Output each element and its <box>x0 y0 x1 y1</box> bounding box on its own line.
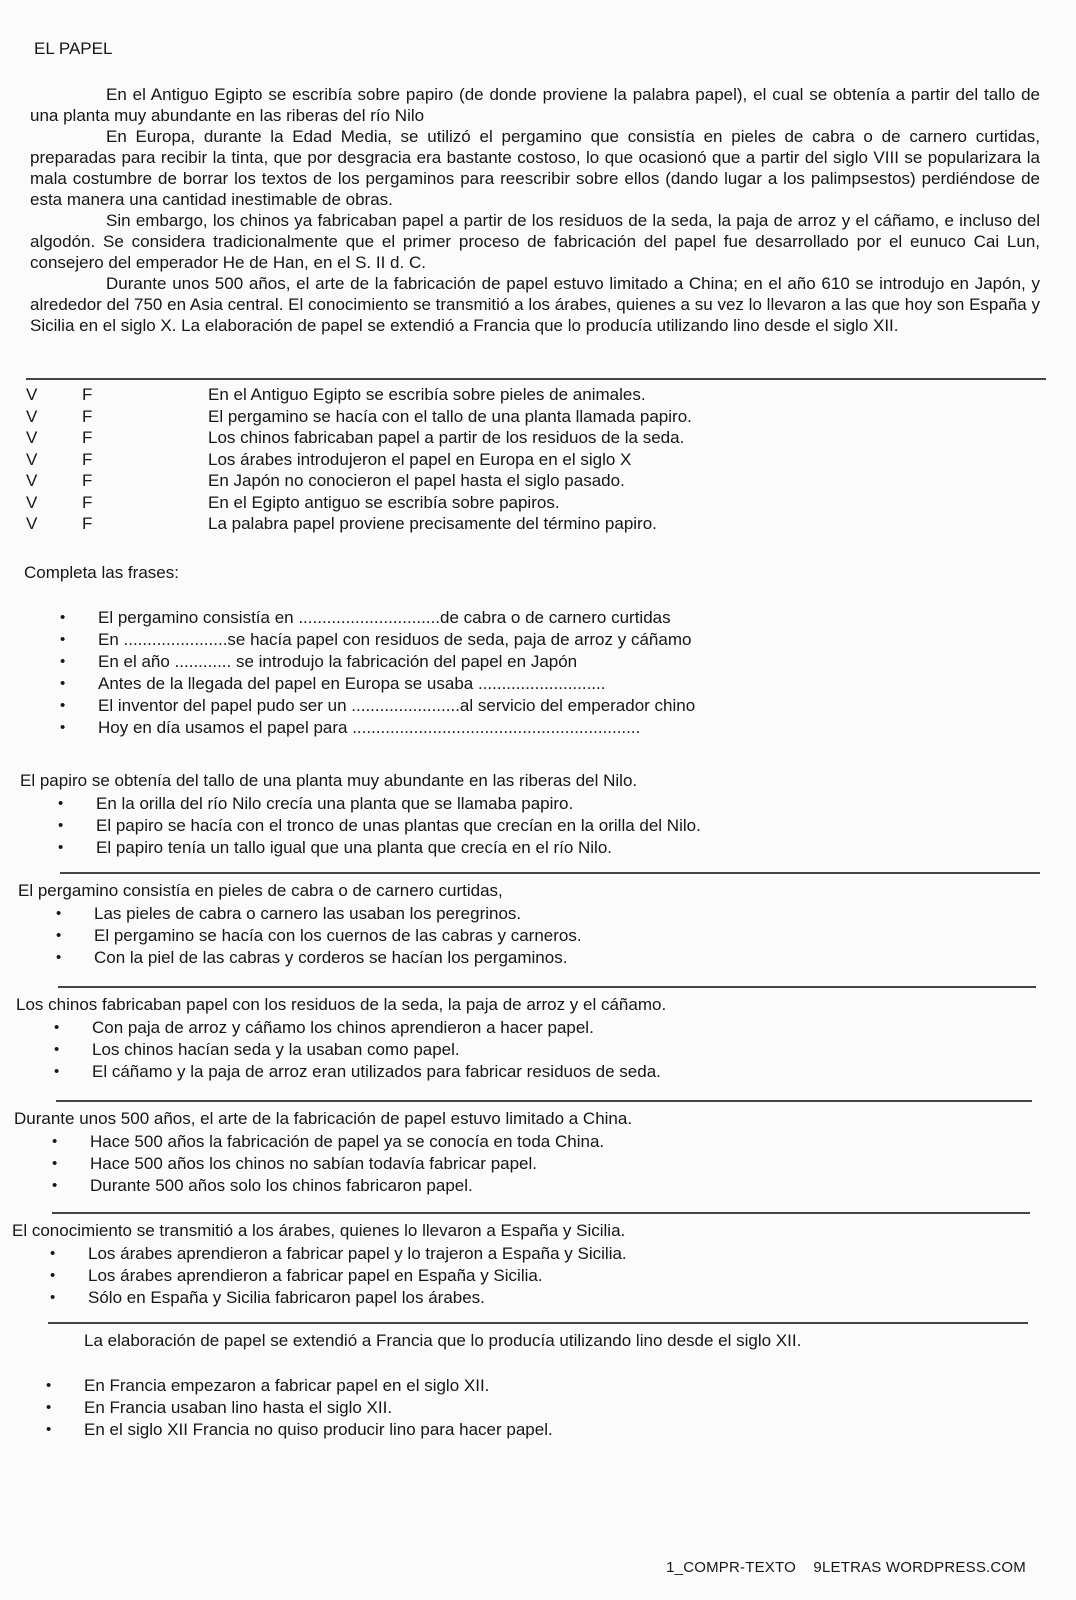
true-option[interactable]: V <box>26 406 38 426</box>
option-text: Los chinos hacían seda y la usaban como papel. <box>92 1039 460 1059</box>
reading-paragraph: En Europa, durante la Edad Media, se utilizó el pergamino que consistía en pieles de cabra o de carnero curtidas, preparadas para recibir la tinta, que por desgracia era bastante costoso, lo que ocasionó que a partir del siglo VIII se popularizara la mala costumbre de borrar los textos de los pergaminos para reescribir sobre ellos (dando lugar a los palimpsestos) perdiéndose de esta manera una cantidad inestimable de obras. <box>30 127 1040 209</box>
true-false-statement: En el Egipto antiguo se escribía sobre papiros. <box>208 492 560 512</box>
bullet-icon: • <box>58 838 64 856</box>
option-item[interactable] <box>58 836 1030 858</box>
option-text: Hace 500 años la fabricación de papel ya se conocía en toda China. <box>90 1131 605 1151</box>
bullet-icon: • <box>56 926 62 944</box>
option-list <box>46 1374 946 1440</box>
bullet-icon: • <box>58 816 64 834</box>
option-item[interactable] <box>56 924 1028 946</box>
option-item[interactable] <box>54 1038 1026 1060</box>
question-stem: La elaboración de papel se extendió a Francia que lo producía utilizando lino desde el siglo XII. <box>84 1331 802 1350</box>
bullet-icon: • <box>46 1420 52 1438</box>
option-text: Las pieles de cabra o carnero las usaban los peregrinos. <box>94 903 522 923</box>
true-false-statement: La palabra papel proviene precisamente del término papiro. <box>208 514 657 534</box>
option-item[interactable] <box>52 1152 1024 1174</box>
fill-in-text: Antes de la llegada del papel en Europa se usaba ........................... <box>98 673 606 693</box>
fill-in-text: El pergamino consistía en ..............................de cabra o de carnero curtidas <box>98 607 671 627</box>
bullet-icon: • <box>50 1266 56 1284</box>
false-option[interactable]: F <box>82 471 93 491</box>
question-stem: Los chinos fabricaban papel con los residuos de la seda, la paja de arroz y el cáñamo. <box>16 995 667 1014</box>
fill-in-item[interactable] <box>60 606 820 628</box>
true-option[interactable]: V <box>26 492 38 512</box>
option-text: En la orilla del río Nilo crecía una planta que se llamaba papiro. <box>96 793 574 813</box>
option-list <box>52 1130 1024 1196</box>
option-item[interactable] <box>50 1286 1022 1308</box>
true-option[interactable]: V <box>26 514 38 534</box>
option-text: Durante 500 años solo los chinos fabricaron papel. <box>90 1175 473 1195</box>
option-item[interactable] <box>50 1242 1022 1264</box>
bullet-icon: • <box>46 1398 52 1416</box>
fill-in-item[interactable] <box>60 628 820 650</box>
choice-question <box>14 1108 1024 1196</box>
option-text: El papiro se hacía con el tronco de unas plantas que crecían en la orilla del Nilo. <box>96 815 701 835</box>
choice-question <box>20 770 1030 858</box>
option-item[interactable] <box>58 792 1030 814</box>
false-option[interactable]: F <box>82 385 93 405</box>
reading-paragraph: En el Antiguo Egipto se escribía sobre papiro (de donde proviene la palabra papel), el cual se obtenía a partir del tallo de una planta muy abundante en las riberas del río Nilo <box>30 85 1040 125</box>
true-false-row <box>26 406 926 428</box>
option-text: En Francia empezaron a fabricar papel en el siglo XII. <box>84 1375 490 1395</box>
bullet-icon: • <box>56 904 62 922</box>
reading-paragraph: Sin embargo, los chinos ya fabricaban papel a partir de los residuos de la seda, la paja de arroz y el cáñamo, e incluso del algodón. Se considera tradicionalmente que el primer proceso de fabricación del papel fue desarrollado por el eunuco Cai Lun, consejero del emperador He de Han, en el S. II d. C. <box>30 211 1040 272</box>
option-list <box>58 792 1030 858</box>
choice-question <box>84 1330 1014 1352</box>
divider <box>26 378 1046 380</box>
true-option[interactable]: V <box>26 449 38 469</box>
fill-in-item[interactable] <box>60 650 820 672</box>
option-item[interactable] <box>56 946 1028 968</box>
bullet-icon: • <box>60 674 66 692</box>
reading-passage <box>30 84 1040 336</box>
reading-paragraph: Durante unos 500 años, el arte de la fabricación de papel estuvo limitado a China; en el año 610 se introdujo en Japón, y alrededor del 750 en Asia central. El conocimiento se transmitió a los árabes, quienes a su vez lo llevaron a las que hoy son España y Sicilia en el siglo X. La elaboración de papel se extendió a Francia que lo producía utilizando lino desde el siglo XII. <box>30 274 1040 335</box>
option-text: Los árabes aprendieron a fabricar papel en España y Sicilia. <box>88 1265 543 1285</box>
option-item[interactable] <box>54 1016 1026 1038</box>
true-false-statement: Los árabes introdujeron el papel en Europa en el siglo X <box>208 449 632 469</box>
bullet-icon: • <box>60 696 66 714</box>
option-text: Los árabes aprendieron a fabricar papel y lo trajeron a España y Sicilia. <box>88 1243 627 1263</box>
question-stem: El papiro se obtenía del tallo de una planta muy abundante en las riberas del Nilo. <box>20 771 638 790</box>
fill-in-item[interactable] <box>60 672 820 694</box>
option-item[interactable] <box>50 1264 1022 1286</box>
option-text: Hace 500 años los chinos no sabían todavía fabricar papel. <box>90 1153 538 1173</box>
false-option[interactable]: F <box>82 406 93 426</box>
bullet-icon: • <box>54 1062 60 1080</box>
fill-in-text: En el año ............ se introdujo la fabricación del papel en Japón <box>98 651 578 671</box>
choice-question <box>16 994 1026 1082</box>
true-false-row <box>26 427 926 449</box>
bullet-icon: • <box>54 1040 60 1058</box>
question-stem: El conocimiento se transmitió a los árabes, quienes lo llevaron a España y Sicilia. <box>12 1221 626 1240</box>
option-item[interactable] <box>46 1396 946 1418</box>
question-stem: Durante unos 500 años, el arte de la fabricación de papel estuvo limitado a China. <box>14 1109 633 1128</box>
false-option[interactable]: F <box>82 428 93 448</box>
choice-question <box>18 880 1028 968</box>
bullet-icon: • <box>52 1132 58 1150</box>
bullet-icon: • <box>60 630 66 648</box>
divider <box>52 1212 1030 1214</box>
true-false-row <box>26 492 926 514</box>
bullet-icon: • <box>60 608 66 626</box>
question-stem: El pergamino consistía en pieles de cabra o de carnero curtidas, <box>18 881 503 900</box>
bullet-icon: • <box>58 794 64 812</box>
option-item[interactable] <box>52 1130 1024 1152</box>
complete-heading: Completa las frases: <box>24 563 179 582</box>
bullet-icon: • <box>54 1018 60 1036</box>
option-text: En Francia usaban lino hasta el siglo XII. <box>84 1397 393 1417</box>
false-option[interactable]: F <box>82 492 93 512</box>
bullet-icon: • <box>56 948 62 966</box>
choice-question <box>12 1220 1022 1308</box>
true-false-statement: En Japón no conocieron el papel hasta el siglo pasado. <box>208 471 625 491</box>
true-option[interactable]: V <box>26 428 38 448</box>
option-text: Con paja de arroz y cáñamo los chinos aprendieron a hacer papel. <box>92 1017 594 1037</box>
option-list <box>50 1242 1022 1308</box>
bullet-icon: • <box>60 718 66 736</box>
true-false-row <box>26 470 926 492</box>
true-false-statement: Los chinos fabricaban papel a partir de los residuos de la seda. <box>208 428 685 448</box>
bullet-icon: • <box>60 652 66 670</box>
divider <box>48 1322 1028 1324</box>
bullet-icon: • <box>50 1288 56 1306</box>
true-false-row <box>26 513 926 535</box>
page-footer: 1_COMPR-TEXTO 9LETRAS WORDPRESS.COM <box>666 1559 1026 1576</box>
option-text: El papiro tenía un tallo igual que una planta que crecía en el río Nilo. <box>96 837 613 857</box>
false-option[interactable]: F <box>82 514 93 534</box>
option-list <box>54 1016 1026 1082</box>
option-item[interactable] <box>46 1418 946 1440</box>
page-title: EL PAPEL <box>34 39 113 58</box>
divider <box>56 1100 1032 1102</box>
option-item[interactable] <box>52 1174 1024 1196</box>
bullet-icon: • <box>52 1176 58 1194</box>
option-item[interactable] <box>56 902 1028 924</box>
fill-in-text: El inventor del papel pudo ser un .......................al servicio del emperador chino <box>98 695 696 715</box>
false-option[interactable]: F <box>82 449 93 469</box>
divider <box>60 872 1040 874</box>
true-false-section <box>26 384 926 535</box>
fill-in-list <box>60 606 820 738</box>
fill-in-text: En ......................se hacía papel con residuos de seda, paja de arroz y cáñamo <box>98 629 692 649</box>
fill-in-item[interactable] <box>60 694 820 716</box>
true-false-row <box>26 384 926 406</box>
option-text: El pergamino se hacía con los cuernos de las cabras y carneros. <box>94 925 582 945</box>
bullet-icon: • <box>50 1244 56 1262</box>
option-list <box>56 902 1028 968</box>
true-false-row <box>26 449 926 471</box>
true-false-statement: En el Antiguo Egipto se escribía sobre pieles de animales. <box>208 385 646 405</box>
option-text: En el siglo XII Francia no quiso producir lino para hacer papel. <box>84 1419 553 1439</box>
option-text: El cáñamo y la paja de arroz eran utilizados para fabricar residuos de seda. <box>92 1061 661 1081</box>
true-false-statement: El pergamino se hacía con el tallo de una planta llamada papiro. <box>208 406 692 426</box>
true-option[interactable]: V <box>26 385 38 405</box>
divider <box>58 986 1036 988</box>
option-text: Sólo en España y Sicilia fabricaron papel los árabes. <box>88 1287 485 1307</box>
bullet-icon: • <box>46 1376 52 1394</box>
option-item[interactable] <box>54 1060 1026 1082</box>
option-item[interactable] <box>58 814 1030 836</box>
bullet-icon: • <box>52 1154 58 1172</box>
fill-in-item[interactable] <box>60 716 820 738</box>
true-option[interactable]: V <box>26 471 38 491</box>
option-text: Con la piel de las cabras y corderos se hacían los pergaminos. <box>94 947 568 967</box>
option-item[interactable] <box>46 1374 946 1396</box>
fill-in-text: Hoy en día usamos el papel para ............................................................. <box>98 717 641 737</box>
